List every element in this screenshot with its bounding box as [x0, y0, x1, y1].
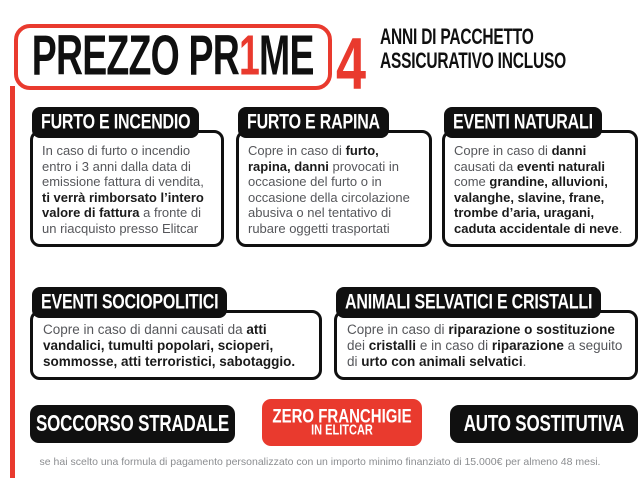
badge-label: SOCCORSO STRADALE — [35, 410, 230, 437]
title-highlight-one: 1 — [239, 25, 260, 88]
title-pre: PREZZO PR — [32, 25, 240, 88]
text-segment: Copre in caso di — [248, 143, 346, 158]
card-header-eventi-naturali — [444, 107, 602, 138]
badge-auto-sostitutiva — [450, 405, 638, 443]
card-body — [236, 130, 432, 247]
subtitle — [380, 26, 566, 74]
text-segment: a fronte di un riacquisto presso Elitcar — [42, 205, 201, 236]
card-title: FURTO E INCENDIO — [41, 110, 191, 134]
red-connector-line — [10, 86, 15, 478]
card-title: FURTO E RAPINA — [247, 110, 380, 134]
text-segment: riparazione — [491, 338, 564, 353]
text-segment: dei — [347, 338, 369, 353]
text-segment: come — [454, 174, 490, 189]
card-header-furto-rapina — [238, 107, 389, 138]
card-eventi-sociopolitici — [30, 287, 322, 380]
card-body — [334, 310, 638, 380]
card-furto-incendio — [30, 107, 224, 247]
card-title: ANIMALI SELVATICI E CRISTALLI — [345, 290, 593, 314]
page-title — [32, 25, 314, 88]
text-segment: causati da — [454, 158, 517, 174]
text-segment: urto con animali selvatici — [361, 354, 523, 369]
text-segment: provocati in occasione del furto o in occasione della circolazione abusiva o nel tentativo di rubare oggetti trasportati — [248, 158, 410, 236]
card-header-eventi-sociopolitici — [32, 287, 227, 318]
card-body — [442, 130, 638, 247]
text-segment: Copre in caso di — [454, 143, 552, 158]
title-post: ME — [259, 25, 314, 88]
text-segment: . — [618, 220, 623, 236]
card-body — [30, 130, 224, 247]
text-segment: Copre in caso di — [347, 322, 449, 337]
badge-line-2: IN ELITCAR — [311, 422, 373, 439]
text-segment: grandine, alluvioni, valanghe, slavine, frane, trombe d’aria, uragani, caduta accidentale di neve — [454, 174, 619, 236]
card-eventi-naturali — [442, 107, 638, 247]
badge-line-1: ZERO FRANCHIGIE — [272, 404, 412, 428]
badge-label: AUTO SOSTITUTIVA — [463, 410, 625, 437]
text-segment: a seguito di — [347, 338, 623, 369]
title-box — [14, 24, 332, 90]
big-number-4: 4 — [336, 23, 366, 105]
text-segment: Copre in caso di danni causati da — [43, 322, 247, 337]
text-segment: furto, rapina, danni — [248, 143, 379, 174]
card-animali-selvatici-cristalli — [334, 287, 638, 380]
badge-zero-franchigie — [262, 399, 422, 446]
text-segment: danni — [551, 143, 587, 158]
subtitle-line-2: ASSICURATIVO INCLUSO — [380, 48, 567, 74]
text-segment: In caso di furto o incendio entro i 3 anni dalla data di emissione fattura di vendita, — [42, 143, 204, 189]
text-segment: eventi naturali — [516, 158, 606, 174]
card-header-animali-selvatici — [336, 287, 601, 318]
card-header-furto-incendio — [32, 107, 199, 138]
text-segment: ti verrà rimborsato l’intero valore di fattura — [42, 189, 204, 220]
footer-disclaimer: se hai scelto una formula di pagamento personalizzato con un importo minimo finanziato di 15.000€ per almeno 48 mesi. — [39, 456, 601, 468]
card-body — [30, 310, 322, 380]
card-title: EVENTI NATURALI — [453, 110, 593, 134]
card-title: EVENTI SOCIOPOLITICI — [41, 290, 219, 314]
text-segment: atti vandalici, tumulti popolari, scioperi, sommosse, atti terroristici, sabotaggio. — [43, 322, 296, 369]
text-segment: . — [522, 354, 527, 369]
badge-soccorso-stradale — [30, 405, 235, 443]
text-segment: e in caso di — [416, 338, 492, 353]
text-segment: cristalli — [368, 338, 417, 353]
card-furto-rapina — [236, 107, 432, 247]
text-segment: riparazione o sostituzione — [448, 322, 615, 337]
subtitle-line-1: ANNI DI PACCHETTO — [380, 24, 534, 50]
